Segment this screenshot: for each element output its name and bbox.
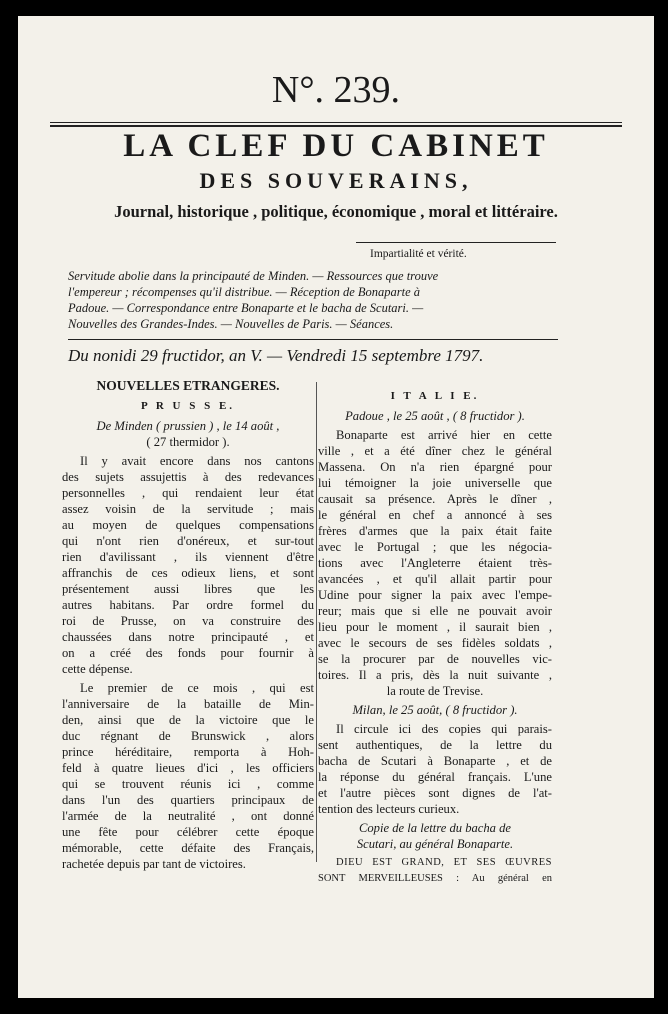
text-line: assez voisin de la servitude ; mais [62,502,314,516]
text-line: une fête pour célébrer cette époque [62,825,314,839]
text-line: rachetée depuis par tant de victoires. [62,857,246,871]
text-line: cette dépense. [62,662,133,676]
text-line: feld à quatre lieues d'ici , les officiers [62,761,314,775]
text-line: sent authentiques, de la lettre du [318,738,552,752]
summary-line: Servitude abolie dans la principauté de Minden. — Ressources que trouve [68,269,439,283]
issue-summary [68,268,438,332]
text-line: dans l'un des quartiers principaux de [62,793,314,807]
header-rule-top [50,122,622,123]
text-line: DIEU EST GRAND, ET SES ŒUVRES [336,857,552,868]
section-heading: NOUVELLES ETRANGERES. [96,378,280,393]
text-line: toires. Il a pris, dès la nuit suivante , [318,668,552,682]
text-line: mémorable, cette défaite des Français, [62,841,314,855]
masthead-tagline: Journal, historique , politique, économique , moral et littéraire. [114,202,558,221]
place-line: De Minden ( prussien ) , le 14 août , [96,419,280,433]
place-line: Padoue , le 25 août , ( 8 fructidor ). [345,409,525,423]
summary-line: Padoue. — Correspondance entre Bonaparte et le bacha de Scutari. — [68,301,424,315]
text-line: rien d'avilissant , ils viennent d'être [62,550,314,564]
text-line: Il y avait encore dans nos cantons [80,454,314,468]
text-line: SONT MERVEILLEUSES : Au général en [318,873,552,884]
text-line: avec le Portugal ; que les négocia- [318,540,552,554]
text-line: qui n'ont rien d'onéreux, et sur-tout [62,534,314,548]
text-line: la route de Trevise. [386,684,484,698]
text-line: l'anniversaire de la bataille de Min- [62,697,314,711]
summary-line: Nouvelles des Grandes-Indes. — Nouvelles de Paris. — Séances. [68,317,394,331]
text-line: lieu pour le moment , il saurait bien , [318,620,552,634]
text-line: personnelles , qui rendaient leur état [62,486,314,500]
text-line: Il circule ici des copies qui parais- [336,722,552,736]
masthead-title: LA CLEF DU CABINET [123,128,549,164]
text-line: au moyen de quelques compensations [62,518,314,532]
text-line: bacha de Scutari à Bonaparte , et de [318,754,552,768]
text-line: tention des lecteurs curieux. [318,802,460,816]
place-line: ( 27 thermidor ). [146,435,230,449]
column-divider [316,382,317,862]
text-line: et l'autre pièces sont dignes de l'at- [318,786,552,800]
summary-line: l'empereur ; récompenses qu'il distribue. — Réception de Bonaparte à [68,285,421,299]
header-rule-bottom [50,125,622,127]
country-heading: P R U S S E. [140,400,236,412]
motto-rule [356,242,556,243]
text-line: on a créé des fonds pour fournir à [62,646,314,660]
text-line: Udine pour signer la paix avec l'empe- [318,588,552,602]
text-line: roi de Prusse, on va construire des [62,614,314,628]
text-line: se la procurer par de nouvelles vic- [318,652,552,666]
text-line: affranchis de ces odieux liens, et sont [62,566,314,580]
masthead-subtitle: DES SOUVERAINS, [199,168,473,193]
text-line: Le premier de ce mois , qui est [80,681,314,695]
text-line: prince héréditaire, remporta à Hoh- [62,745,314,759]
text-line: den, ainsi que de la victoire que le [62,713,314,727]
letter-title: Copie de la lettre du bacha de [358,821,512,835]
text-line: l'armée de la neutralité , ont donné [62,809,314,823]
text-line: frères d'armes que la paix était faite [318,524,552,538]
dateline: Du nonidi 29 fructidor, an V. — Vendredi 15 septembre 1797. [68,346,484,365]
text-line: tions avec l'Angleterre étaient très- [318,556,552,570]
text-line: des sujets assujettis à des redevances [62,470,314,484]
issue-number: N°. 239. [271,69,401,111]
text-line: avancées , et qu'il allait partir pour [318,572,552,586]
text-line: la réponse du général français. L'une [318,770,552,784]
place-line: Milan, le 25 août, ( 8 fructidor ). [352,703,518,717]
text-line: le général en chef a annoncé à ses [318,508,552,522]
newspaper-page [18,16,654,998]
motto: Impartialité et vérité. [370,248,467,260]
text-line: lui témoigner la joie universelle que [318,476,552,490]
text-line: qui se trouvent réunis ici , comme [62,777,314,791]
text-line: reur; mais que si elle ne pouvait avoir [318,604,552,618]
text-line: causait sa présence. Après le dîner , [318,492,552,506]
text-line: duc régnant de Brunswick , alors [62,729,314,743]
right-column [318,384,552,887]
letter-title: Scutari, au général Bonaparte. [356,837,514,851]
left-column [62,378,314,872]
text-line: présentement aussi libres que les [62,582,314,596]
text-line: Massena. On n'a rien épargné pour [318,460,552,474]
summary-rule [68,339,558,340]
text-line: avec le secours de ses fidèles soldats , [318,636,552,650]
country-heading: I T A L I E. [390,390,480,402]
text-line: ville , et a été dîner chez le général [318,444,552,458]
text-line: Bonaparte est arrivé hier en cette [336,428,552,442]
text-line: chaussées dans notre principauté , et [62,630,314,644]
text-line: autres habitans. Par ordre formel du [62,598,314,612]
